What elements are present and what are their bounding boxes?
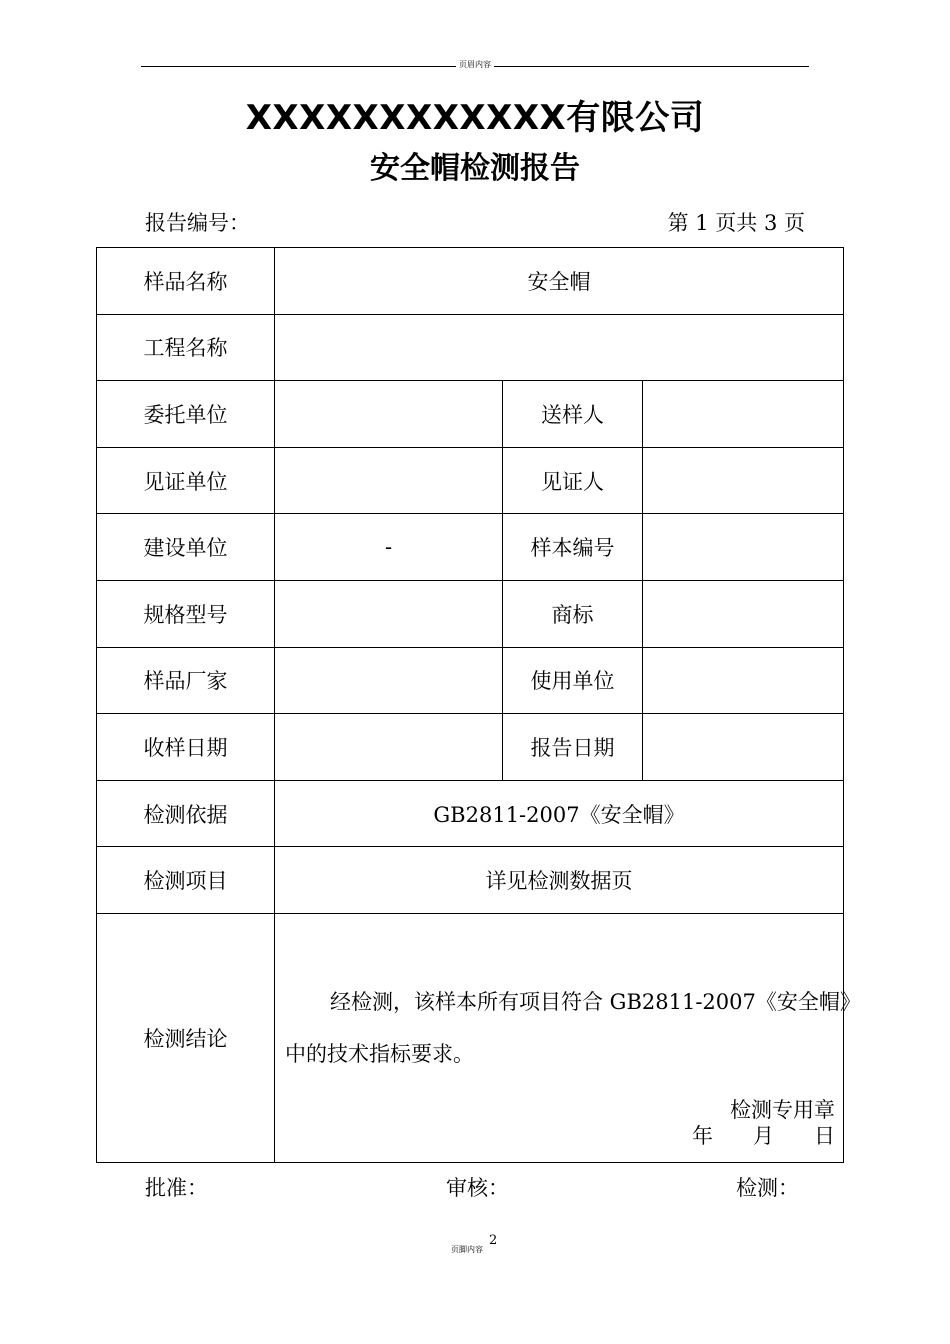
- construction-unit-value: -: [275, 514, 503, 581]
- table-row: [97, 913, 844, 1162]
- conclusion-line-1: 经检测，该样本所有项目符合 GB2811-2007《安全帽》: [330, 989, 861, 1014]
- test-signature: 检测：: [736, 1176, 799, 1200]
- basis-value: GB2811-2007《安全帽》: [275, 780, 844, 847]
- page-footer: 页脚内容: [451, 1245, 483, 1254]
- manufacturer-label: 样品厂家: [97, 647, 275, 714]
- receive-date-value: [275, 714, 503, 781]
- page-header-text: 页眉内容: [456, 60, 494, 69]
- table-row: [97, 647, 844, 714]
- sample-number-label: 样本编号: [503, 514, 643, 581]
- construction-unit-label: 建设单位: [97, 514, 275, 581]
- witness-value: [643, 447, 844, 514]
- date-year: 年: [692, 1123, 714, 1148]
- sender-label: 送样人: [503, 381, 643, 448]
- conclusion-line-2: 中的技术指标要求。: [285, 1041, 474, 1066]
- sample-name-value: 安全帽: [275, 248, 844, 315]
- project-name-label: 工程名称: [97, 314, 275, 381]
- report-title: 安全帽检测报告: [370, 151, 580, 186]
- table-row: [97, 580, 844, 647]
- table-row: [97, 780, 844, 847]
- report-date-label: 报告日期: [503, 714, 643, 781]
- spec-label: 规格型号: [97, 580, 275, 647]
- spec-value: [275, 580, 503, 647]
- page-header: [0, 59, 950, 70]
- report-table: [96, 247, 861, 1163]
- approve-signature: 批准：: [145, 1176, 208, 1200]
- review-signature: 审核：: [446, 1176, 509, 1200]
- table-row: [97, 847, 844, 914]
- table-row: [97, 248, 844, 315]
- witness-unit-label: 见证单位: [97, 447, 275, 514]
- sample-name-label: 样品名称: [97, 248, 275, 315]
- table-row: [97, 447, 844, 514]
- brand-label: 商标: [503, 580, 643, 647]
- page-number: 2: [489, 1233, 498, 1248]
- client-unit-value: [275, 381, 503, 448]
- client-unit-label: 委托单位: [97, 381, 275, 448]
- user-unit-value: [643, 647, 844, 714]
- page-info: 第 1 页共 3 页: [667, 211, 805, 235]
- receive-date-label: 收样日期: [97, 714, 275, 781]
- stamp-text: 检测专用章: [730, 1097, 836, 1122]
- manufacturer-value: [275, 647, 503, 714]
- table-row: [97, 514, 844, 581]
- items-value: 详见检测数据页: [275, 847, 844, 914]
- basis-label: 检测依据: [97, 780, 275, 847]
- report-number-label: 报告编号：: [145, 211, 250, 235]
- witness-label: 见证人: [503, 447, 643, 514]
- company-title: XXXXXXXXXXXX有限公司: [245, 98, 705, 138]
- date-day: 日: [814, 1123, 836, 1148]
- date-line: [692, 1120, 835, 1150]
- sample-number-value: [643, 514, 844, 581]
- sender-value: [643, 381, 844, 448]
- conclusion-label: 检测结论: [97, 913, 275, 1162]
- date-month: 月: [753, 1123, 775, 1148]
- table-row: [97, 381, 844, 448]
- table-row: [97, 714, 844, 781]
- items-label: 检测项目: [97, 847, 275, 914]
- witness-unit-value: [275, 447, 503, 514]
- table-row: [97, 314, 844, 381]
- user-unit-label: 使用单位: [503, 647, 643, 714]
- report-date-value: [643, 714, 844, 781]
- brand-value: [643, 580, 844, 647]
- conclusion-cell: [275, 913, 861, 1162]
- project-name-value: [275, 314, 844, 381]
